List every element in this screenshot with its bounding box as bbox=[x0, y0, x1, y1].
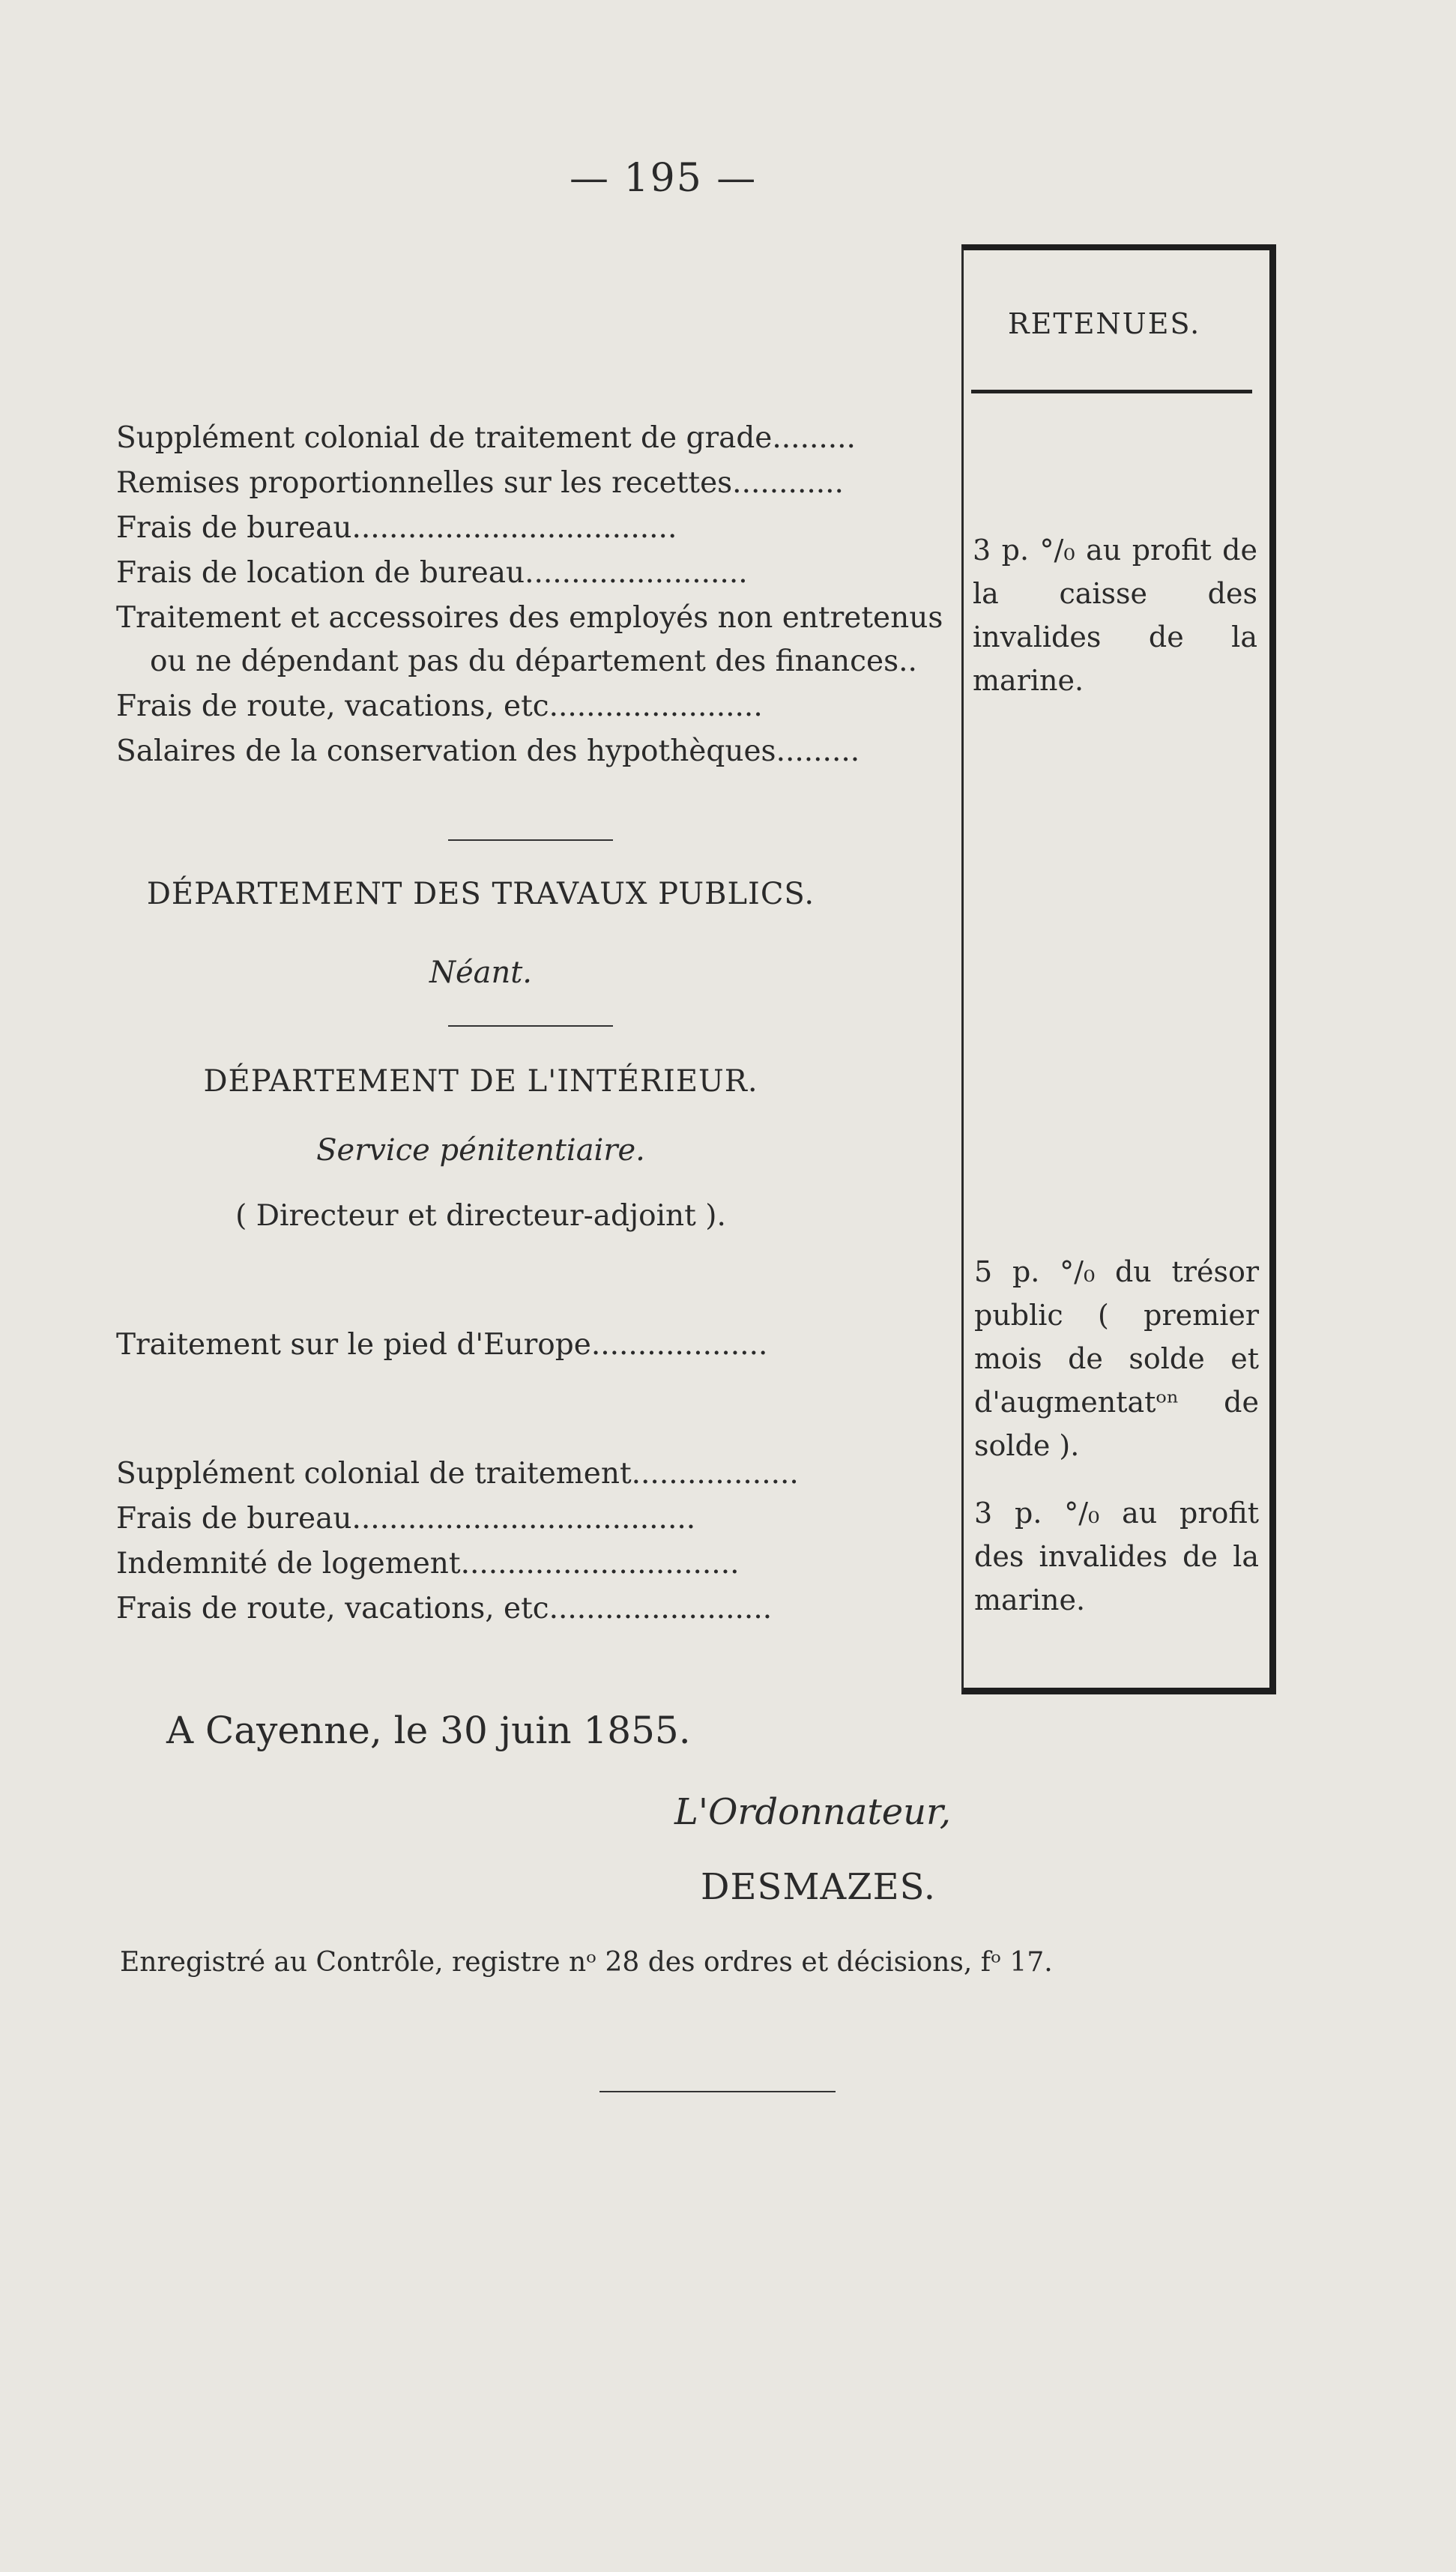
retenue-note-caisse: 3 p. °/₀ au profit de la caisse des invalides de la marine. bbox=[973, 534, 1257, 697]
interieur-item-europe: Traitement sur le pied d'Europe................... bbox=[116, 1328, 768, 1362]
finance-item: Salaires de la conservation des hypothèques......... bbox=[116, 734, 860, 768]
signatory-role: L'Ordonnateur, bbox=[674, 1791, 951, 1833]
interieur-item: Indemnité de logement.............................. bbox=[116, 1547, 740, 1581]
retenues-column-frame bbox=[961, 244, 1276, 1694]
interieur-subtitle: Service pénitentiaire. bbox=[316, 1133, 645, 1168]
finance-item: Frais de route, vacations, etc....................... bbox=[116, 689, 763, 723]
interieur-item: Frais de bureau..................................... bbox=[116, 1502, 696, 1536]
interieur-item: Supplément colonial de traitement.................. bbox=[116, 1457, 799, 1491]
interieur-item: Frais de route, vacations, etc........................ bbox=[116, 1592, 773, 1625]
travaux-title: DÉPARTEMENT DES TRAVAUX PUBLICS. bbox=[146, 877, 815, 911]
page-number: — 195 — bbox=[570, 156, 758, 201]
finance-item: Remises proportionnelles sur les recettes............ bbox=[116, 466, 844, 500]
registration-note: Enregistré au Contrôle, registre nᵒ 28 des ordres et décisions, fᵒ 17. bbox=[120, 1947, 1053, 1978]
finance-item: Frais de bureau................................... bbox=[116, 511, 677, 545]
finance-item: Frais de location de bureau........................ bbox=[116, 556, 748, 590]
place-date: A Cayenne, le 30 juin 1855. bbox=[166, 1709, 691, 1752]
interieur-detail: ( Directeur et directeur-adjoint ). bbox=[235, 1199, 726, 1233]
travaux-value: Néant. bbox=[429, 956, 533, 990]
retenue-note-invalides: 3 p. °/₀ au profit des invalides de la marine. bbox=[974, 1497, 1259, 1616]
finance-item: ou ne dépendant pas du département des finances.. bbox=[150, 644, 917, 678]
interieur-title: DÉPARTEMENT DE L'INTÉRIEUR. bbox=[203, 1064, 758, 1099]
closing-rule bbox=[599, 2091, 836, 2092]
retenue-note-tresor: 5 p. °/₀ du trésor public ( premier mois de solde et d'augmentatᵒⁿ de solde ). bbox=[974, 1255, 1259, 1462]
section-divider bbox=[448, 1025, 613, 1027]
signatory-name: DESMAZES. bbox=[701, 1866, 937, 1908]
retenues-header: RETENUES. bbox=[1008, 307, 1201, 340]
section-divider bbox=[448, 839, 613, 841]
finance-item: Traitement et accessoires des employés non entretenus bbox=[116, 601, 943, 635]
retenues-header-rule bbox=[971, 390, 1252, 393]
finance-item: Supplément colonial de traitement de grade......... bbox=[116, 421, 856, 455]
